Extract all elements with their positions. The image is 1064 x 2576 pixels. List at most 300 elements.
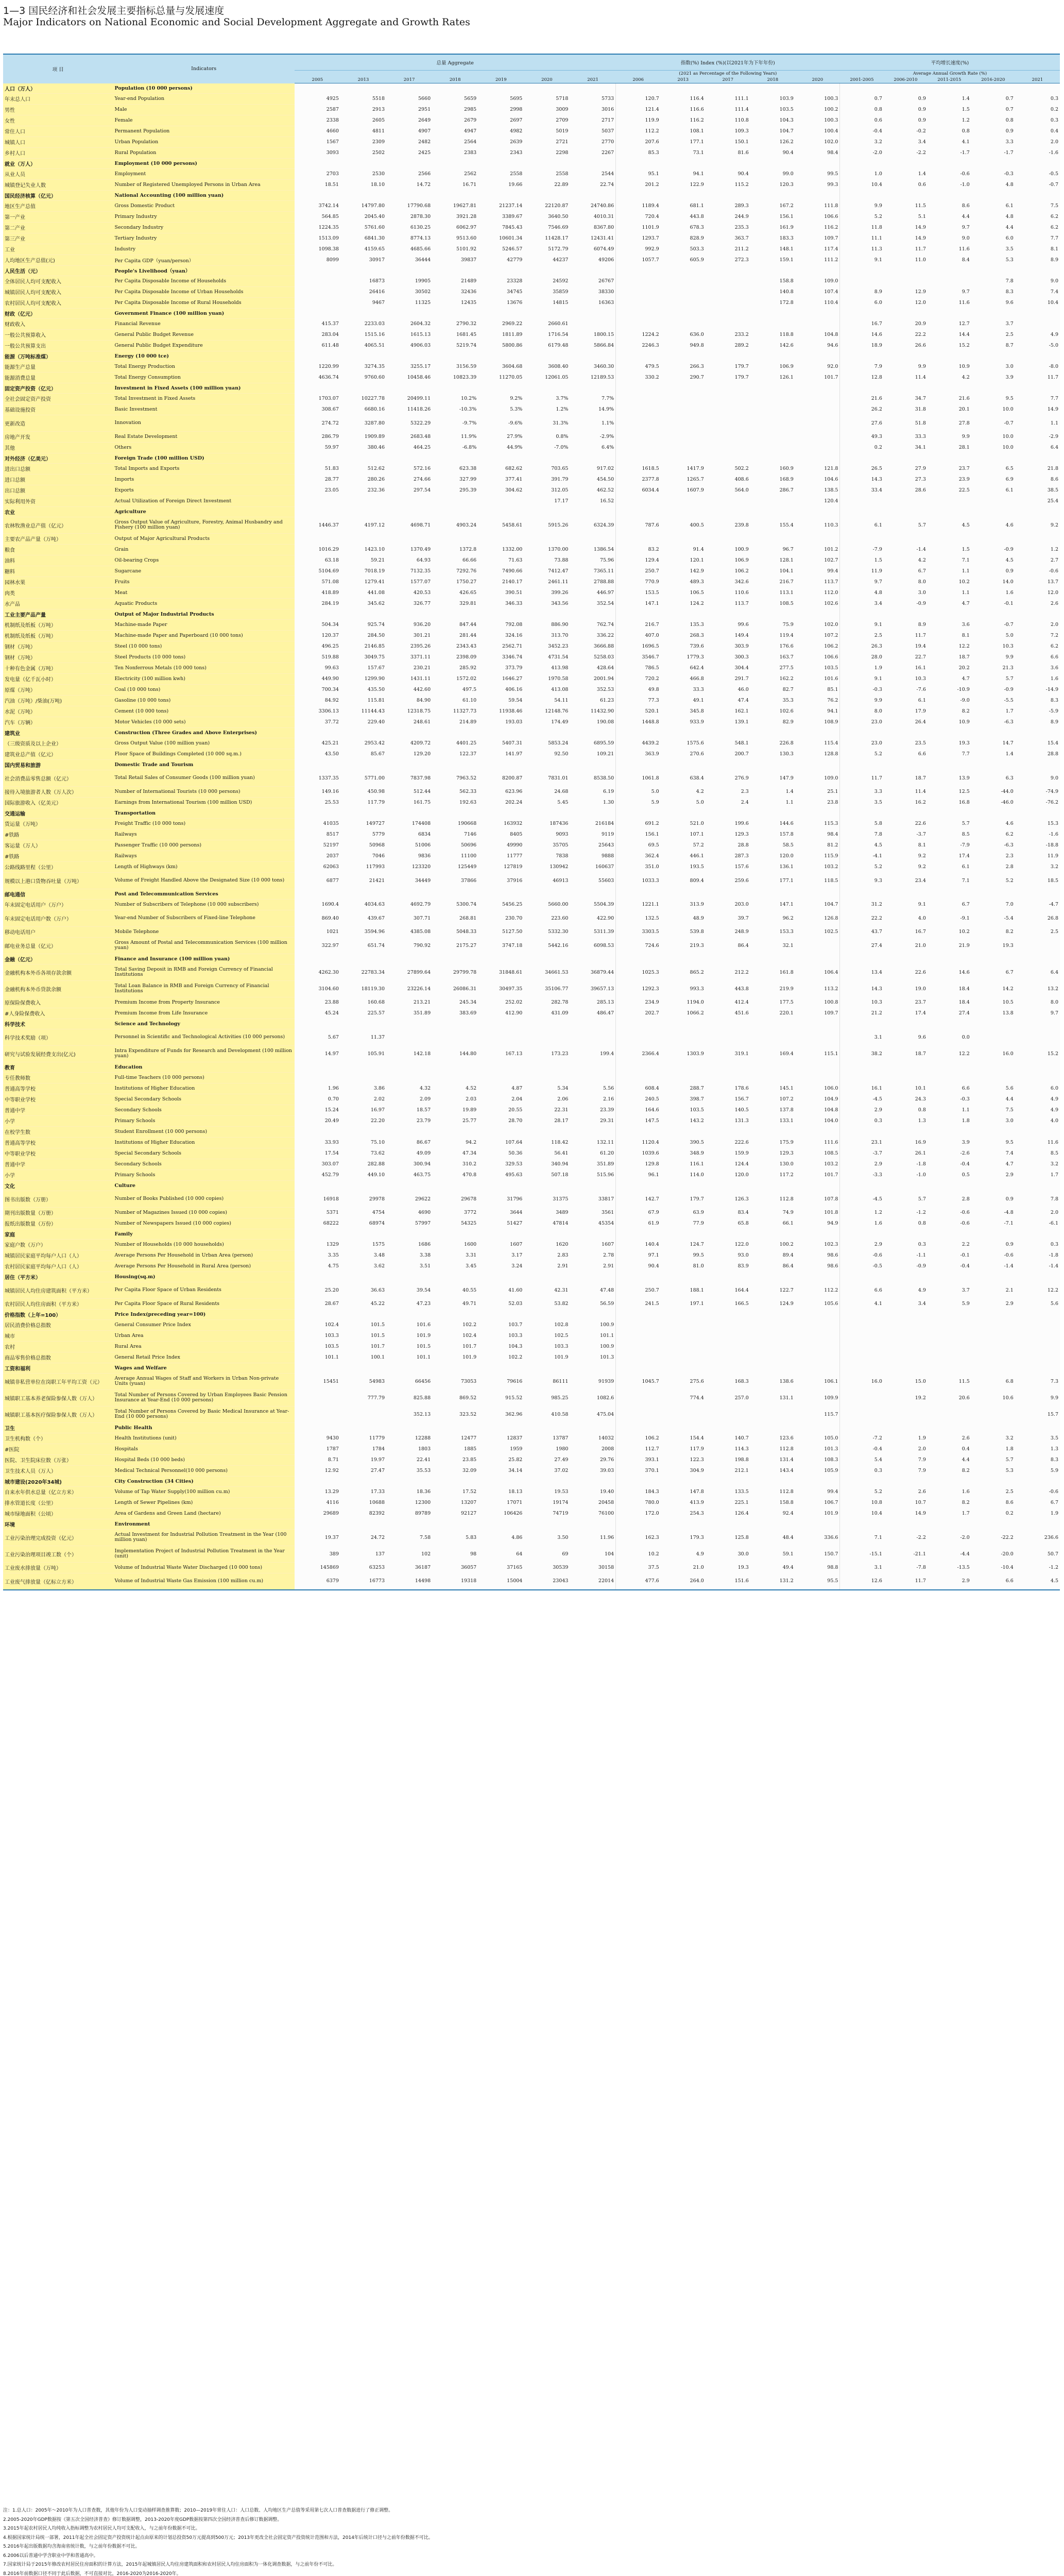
table-row <box>3 964 1060 980</box>
cell-value: 11.96 <box>570 1529 615 1546</box>
cell-value: 118.42 <box>524 1137 570 1148</box>
row-label-en: Earnings from International Tourism (100 million USD) <box>113 797 294 808</box>
cell-value: 7963.52 <box>432 770 478 786</box>
cell-value: 4197.12 <box>340 517 386 533</box>
year-aggregate: 2005 <box>295 77 340 83</box>
cell-value: 6098.53 <box>570 937 615 954</box>
cell-value: 406.16 <box>478 684 524 695</box>
cell-value: 1189.4 <box>616 200 661 211</box>
cell-value: 112.8 <box>750 1486 795 1497</box>
cell-value: 1.7 <box>1015 1170 1060 1180</box>
cell-value <box>432 1229 478 1239</box>
cell-value <box>840 1330 884 1341</box>
cell-value: 11144.43 <box>340 706 386 717</box>
cell-value <box>750 1352 795 1363</box>
cell-value: 13676 <box>478 297 524 308</box>
cell-value: 26086.31 <box>432 980 478 997</box>
cell-value: 1423.10 <box>340 544 386 555</box>
row-label-en: Oil-bearing Crops <box>113 555 294 566</box>
cell-value: 37.5 <box>616 1562 661 1573</box>
cell-value <box>616 318 661 329</box>
row-label-cn: 农村 <box>3 1341 113 1352</box>
cell-value <box>884 1422 928 1433</box>
cell-value: 252.02 <box>478 997 524 1008</box>
row-label-cn: 城镇居民人均住房建筑面积（平方米） <box>3 1282 113 1298</box>
cell-value: 21.6 <box>928 393 971 404</box>
cell-value: 129.4 <box>616 555 661 566</box>
cell-value <box>661 1341 706 1352</box>
cell-value: 10.3 <box>971 641 1015 652</box>
cell-value: 11.5 <box>928 1373 971 1389</box>
cell-value <box>340 1476 386 1486</box>
cell-value: 102.4 <box>432 1330 478 1341</box>
cell-value: 700.34 <box>295 684 340 695</box>
cell-value: 682.62 <box>478 463 524 474</box>
cell-value: 23.8 <box>795 797 840 808</box>
cell-value <box>706 1072 750 1083</box>
cell-value <box>386 1476 432 1486</box>
cell-value: 1.1 <box>750 797 795 808</box>
cell-value: 49.09 <box>386 1148 432 1159</box>
cell-value: 15.7 <box>1015 1406 1060 1422</box>
cell-value: -21.1 <box>884 1546 928 1562</box>
row-label-cn: 地区生产总值 <box>3 200 113 211</box>
cell-value: 651.74 <box>340 937 386 954</box>
cell-value <box>616 1352 661 1363</box>
row-label-en: Ten Nonferrous Metals (10 000 tons) <box>113 663 294 673</box>
cell-value: 26767 <box>570 276 615 286</box>
cell-value: 2953.42 <box>340 738 386 749</box>
cell-value: 7.4 <box>971 1148 1015 1159</box>
cell-value: 11.6 <box>928 297 971 308</box>
cell-value <box>295 351 340 361</box>
table-row <box>3 829 1060 840</box>
cell-value <box>795 889 840 899</box>
cell-value: 101.3 <box>795 1444 840 1454</box>
cell-value: 22.2 <box>840 910 884 926</box>
cell-value: 11418.26 <box>386 404 432 415</box>
cell-value <box>661 1406 706 1422</box>
cell-value: 23.39 <box>570 1105 615 1115</box>
cell-value: 202.24 <box>478 797 524 808</box>
row-label-en: Primary Schools <box>113 1170 294 1180</box>
cell-value: 0.3 <box>1015 1239 1060 1250</box>
cell-value <box>928 727 971 738</box>
cell-value: 780.0 <box>616 1497 661 1508</box>
header-group-aggregate: 总量 Aggregate <box>295 54 616 71</box>
cell-value: 16918 <box>295 1191 340 1207</box>
table-row <box>3 168 1060 179</box>
row-label-cn: 工业废气排放量（亿标立方米） <box>3 1573 113 1590</box>
cell-value: 443.8 <box>661 211 706 222</box>
cell-value: 29678 <box>432 1191 478 1207</box>
cell-value <box>750 1422 795 1433</box>
cell-value: 1.9 <box>884 1433 928 1444</box>
cell-value <box>524 1229 570 1239</box>
cell-value: 49206 <box>570 255 615 265</box>
cell-value <box>661 190 706 200</box>
cell-value <box>795 415 840 431</box>
year-index: 2020 <box>795 77 840 83</box>
cell-value <box>478 954 524 964</box>
cell-value: 12837 <box>478 1433 524 1444</box>
cell-value <box>1015 383 1060 393</box>
row-label-en: Family <box>113 1229 294 1239</box>
cell-value: 53.82 <box>524 1298 570 1309</box>
cell-value <box>340 1126 386 1137</box>
row-label-en: Wages and Welfare <box>113 1363 294 1373</box>
cell-value: 2366.4 <box>616 1045 661 1062</box>
cell-value: 16.1 <box>840 1083 884 1094</box>
cell-value: 3.0 <box>971 361 1015 372</box>
row-label-cn: 城镇登记失业人数 <box>3 179 113 190</box>
cell-value: 512.44 <box>386 786 432 797</box>
table-row <box>3 1465 1060 1476</box>
cell-value: 26.6 <box>884 340 928 351</box>
cell-value: 31375 <box>524 1191 570 1207</box>
cell-value: 254.3 <box>661 1508 706 1519</box>
cell-value <box>432 158 478 168</box>
cell-value: 30497.35 <box>478 980 524 997</box>
cell-value <box>340 506 386 517</box>
cell-value: 110.6 <box>706 587 750 598</box>
cell-value: 18.4 <box>928 980 971 997</box>
cell-value <box>884 276 928 286</box>
section-header-row <box>3 1272 1060 1282</box>
row-label-en: Exports <box>113 485 294 496</box>
cell-value <box>971 1519 1015 1529</box>
cell-value: -1.4 <box>971 1261 1015 1272</box>
cell-value <box>524 727 570 738</box>
row-label-cn: 金融机构本外币各项存款余额 <box>3 964 113 980</box>
cell-value: 3.86 <box>340 1083 386 1094</box>
cell-value <box>840 1352 884 1363</box>
table-row <box>3 997 1060 1008</box>
cell-value: 6.1 <box>971 485 1015 496</box>
cell-value: 1370.49 <box>386 544 432 555</box>
cell-value: 1.1 <box>928 1105 971 1115</box>
cell-value <box>661 1180 706 1191</box>
table-row <box>3 652 1060 663</box>
cell-value <box>750 308 795 318</box>
table-row <box>3 179 1060 190</box>
cell-value <box>478 453 524 463</box>
cell-value: 786.5 <box>616 663 661 673</box>
cell-value: 5442.16 <box>524 937 570 954</box>
row-label-en: Environment <box>113 1519 294 1529</box>
cell-value: 6324.39 <box>570 517 615 533</box>
section-header-row <box>3 158 1060 168</box>
cell-value <box>432 506 478 517</box>
cell-value <box>661 759 706 770</box>
cell-value <box>884 308 928 318</box>
cell-value: 46.0 <box>706 684 750 695</box>
cell-value <box>661 431 706 442</box>
cell-value <box>971 1363 1015 1373</box>
cell-value: 466.8 <box>661 673 706 684</box>
cell-value: 0.6 <box>884 179 928 190</box>
cell-value: 104.8 <box>795 1105 840 1115</box>
cell-value <box>795 308 840 318</box>
cell-value: 6.8 <box>971 1373 1015 1389</box>
cell-value <box>840 1422 884 1433</box>
cell-value <box>840 1406 884 1422</box>
cell-value: 304.4 <box>706 663 750 673</box>
cell-value <box>478 1229 524 1239</box>
cell-value: 9.0 <box>1015 276 1060 286</box>
table-row <box>3 233 1060 244</box>
cell-value: 847.44 <box>432 619 478 630</box>
cell-value: 1021 <box>295 926 340 937</box>
cell-value <box>971 1406 1015 1422</box>
cell-value: 5.9 <box>1015 1465 1060 1476</box>
cell-value <box>661 1019 706 1029</box>
cell-value: 122.7 <box>750 1282 795 1298</box>
cell-value: 2.09 <box>386 1094 432 1105</box>
table-row <box>3 1072 1060 1083</box>
cell-value: 329.81 <box>432 598 478 609</box>
cell-value <box>706 383 750 393</box>
cell-value: 250.7 <box>616 566 661 577</box>
cell-value: 9.7 <box>1015 1008 1060 1019</box>
cell-value: 3594.96 <box>340 926 386 937</box>
cell-value <box>840 1389 884 1406</box>
cell-value <box>295 1519 340 1529</box>
cell-value: 16363 <box>570 297 615 308</box>
cell-value: 79616 <box>478 1373 524 1389</box>
cell-value: 136.1 <box>750 861 795 872</box>
cell-value <box>570 318 615 329</box>
cell-value: 114.0 <box>661 1170 706 1180</box>
row-label-cn: 肉类 <box>3 587 113 598</box>
cell-value <box>570 506 615 517</box>
cell-value: 104.9 <box>795 1094 840 1105</box>
cell-value: 274.66 <box>386 474 432 485</box>
cell-value: 212.1 <box>706 1465 750 1476</box>
cell-value: 11.7 <box>840 770 884 786</box>
cell-value <box>884 1180 928 1191</box>
row-label-cn: 城镇居民人均可支配收入 <box>3 286 113 297</box>
cell-value: 1.2 <box>928 115 971 126</box>
cell-value: 147.9 <box>750 770 795 786</box>
cell-value: 45.24 <box>295 1008 340 1019</box>
cell-value: 21.0 <box>884 937 928 954</box>
cell-value: 160637 <box>570 861 615 872</box>
cell-value: 120.0 <box>750 851 795 861</box>
row-label-cn: 城镇人口 <box>3 137 113 147</box>
cell-value: 5.7 <box>971 1454 1015 1465</box>
cell-value: -2.2 <box>884 147 928 158</box>
cell-value: 5.34 <box>524 1083 570 1094</box>
cell-value: 17.4 <box>884 1008 928 1019</box>
cell-value: 452.79 <box>295 1170 340 1180</box>
cell-value: 777.79 <box>340 1389 386 1406</box>
cell-value: 1784 <box>340 1444 386 1454</box>
cell-value: 790.92 <box>386 937 432 954</box>
cell-value: 102.6 <box>795 598 840 609</box>
cell-value: -0.3 <box>971 168 1015 179</box>
row-label-cn: 公路线路里程（公里） <box>3 861 113 872</box>
cell-value: 86111 <box>524 1373 570 1389</box>
cell-value: 9.7 <box>928 222 971 233</box>
cell-value: 4262.30 <box>295 964 340 980</box>
cell-value: 140.5 <box>706 1105 750 1115</box>
row-label-cn: 农林牧渔业总产值（亿元） <box>3 517 113 533</box>
cell-value: 3742.14 <box>295 200 340 211</box>
cell-value: 104.3 <box>750 115 795 126</box>
cell-value: 462.52 <box>570 485 615 496</box>
cell-value: 23.88 <box>295 997 340 1008</box>
section-header-row <box>3 506 1060 517</box>
cell-value <box>432 1072 478 1083</box>
cell-value <box>295 808 340 818</box>
cell-value: 2683.48 <box>386 431 432 442</box>
cell-value: 496.25 <box>295 641 340 652</box>
cell-value: 13.8 <box>971 1008 1015 1019</box>
row-label-cn: 机制纸及纸板（万吨） <box>3 630 113 641</box>
cell-value: 101.7 <box>795 372 840 383</box>
cell-value: 24.68 <box>524 786 570 797</box>
cell-value <box>928 889 971 899</box>
cell-value: 8.71 <box>295 1454 340 1465</box>
cell-value: 37.02 <box>524 1465 570 1476</box>
cell-value: 154.4 <box>661 1433 706 1444</box>
table-row <box>3 1126 1060 1137</box>
row-label-cn: 基础设施投资 <box>3 404 113 415</box>
cell-value: 5.83 <box>432 1529 478 1546</box>
cell-value <box>750 442 795 453</box>
cell-value: 34.7 <box>884 393 928 404</box>
cell-value <box>661 727 706 738</box>
cell-value: 3489 <box>524 1207 570 1218</box>
cell-value: 8.1 <box>884 840 928 851</box>
cell-value: 1800.15 <box>570 329 615 340</box>
cell-value: 7.7 <box>928 749 971 759</box>
cell-value <box>340 889 386 899</box>
cell-value <box>840 351 884 361</box>
cell-value: 2.6 <box>928 1433 971 1444</box>
cell-value: 11938.46 <box>478 706 524 717</box>
cell-value: 120.1 <box>661 555 706 566</box>
cell-value <box>928 954 971 964</box>
cell-value: 1370.00 <box>524 544 570 555</box>
table-row <box>3 1218 1060 1229</box>
cell-value: 164.4 <box>706 1282 750 1298</box>
cell-value: 22.2 <box>884 329 928 340</box>
cell-value: 9119 <box>570 829 615 840</box>
cell-value: 11.6 <box>1015 1137 1060 1148</box>
cell-value: 4.4 <box>971 1094 1015 1105</box>
cell-value: 24.72 <box>340 1529 386 1546</box>
cell-value: 103.9 <box>750 93 795 104</box>
row-label-cn: 十种有色金属（万吨） <box>3 663 113 673</box>
cell-value: 103.5 <box>750 104 795 115</box>
cell-value: 150.7 <box>795 1546 840 1562</box>
table-row <box>3 255 1060 265</box>
row-label-en: Full-time Teachers (10 000 persons) <box>113 1072 294 1083</box>
cell-value: 1513.09 <box>295 233 340 244</box>
row-label-en: Health Institutions (unit) <box>113 1433 294 1444</box>
cell-value: 94.9 <box>795 1218 840 1229</box>
cell-value: 1.6 <box>971 587 1015 598</box>
cell-value: 68222 <box>295 1218 340 1229</box>
cell-value: 17.54 <box>295 1148 340 1159</box>
cell-value: 5246.57 <box>478 244 524 255</box>
cell-value: 1909.89 <box>340 431 386 442</box>
cell-value <box>570 759 615 770</box>
cell-value: 162.3 <box>616 1529 661 1546</box>
cell-value: 28.0 <box>840 652 884 663</box>
cell-value: 5.8 <box>840 818 884 829</box>
note-line-cn: 4.根据国家统计局统一部署，2011年起全社会固定资产投资统计起点由原来的计划总投资50万元提高到500万元；2013年更改全社会固定资产投资统计范围和方法，2014年后统计口径与之前年份数据不可比。 <box>3 2535 433 2540</box>
cell-value: 145.1 <box>750 1083 795 1094</box>
cell-value: 81.2 <box>795 840 840 851</box>
cell-value <box>661 404 706 415</box>
cell-value: 36.63 <box>340 1282 386 1298</box>
cell-value: 4.75 <box>295 1261 340 1272</box>
cell-value: 95.5 <box>795 1573 840 1590</box>
cell-value: 275.6 <box>661 1373 706 1389</box>
table-row <box>3 442 1060 453</box>
cell-value: -10.3% <box>432 404 478 415</box>
row-label-en: Urban Population <box>113 137 294 147</box>
cell-value <box>570 1476 615 1486</box>
cell-value: 163932 <box>478 818 524 829</box>
cell-value: 1.4 <box>750 786 795 797</box>
cell-value: 101.1 <box>295 1352 340 1363</box>
cell-value: 193.03 <box>478 717 524 727</box>
cell-value: 168.3 <box>706 1373 750 1389</box>
cell-value: 156.1 <box>750 211 795 222</box>
cell-value: 3.35 <box>295 1250 340 1261</box>
cell-value: 21.6 <box>840 393 884 404</box>
row-label-cn: 环境 <box>3 1519 113 1529</box>
cell-value: 121.4 <box>616 104 661 115</box>
cell-value: 2425 <box>386 147 432 158</box>
cell-value: 1329 <box>295 1239 340 1250</box>
table-row <box>3 861 1060 872</box>
cell-value: 22.74 <box>570 179 615 190</box>
cell-value: 101.9 <box>432 1352 478 1363</box>
cell-value <box>524 1422 570 1433</box>
cell-value <box>928 1519 971 1529</box>
cell-value: 0.2 <box>971 1508 1015 1519</box>
cell-value: 489.3 <box>661 577 706 587</box>
cell-value: 5695 <box>478 93 524 104</box>
cell-value <box>928 308 971 318</box>
cell-value: 64 <box>478 1546 524 1562</box>
section-header-row <box>3 727 1060 738</box>
cell-value <box>386 1229 432 1239</box>
cell-value <box>295 265 340 276</box>
cell-value: 124.7 <box>661 1239 706 1250</box>
cell-value <box>386 1019 432 1029</box>
cell-value: 3274.35 <box>340 361 386 372</box>
cell-value: 31796 <box>478 1191 524 1207</box>
cell-value: 10.4 <box>1015 297 1060 308</box>
cell-value: 19627.81 <box>432 200 478 211</box>
cell-value <box>386 453 432 463</box>
cell-value: 129.3 <box>706 829 750 840</box>
cell-value: 8.3 <box>971 286 1015 297</box>
cell-value: 102.5 <box>795 926 840 937</box>
cell-value: 103.3 <box>478 1330 524 1341</box>
cell-value: 4907 <box>386 126 432 137</box>
cell-value: 0.9 <box>884 104 928 115</box>
cell-value: 6.2 <box>971 829 1015 840</box>
cell-value: 10688 <box>340 1497 386 1508</box>
cell-value <box>706 158 750 168</box>
